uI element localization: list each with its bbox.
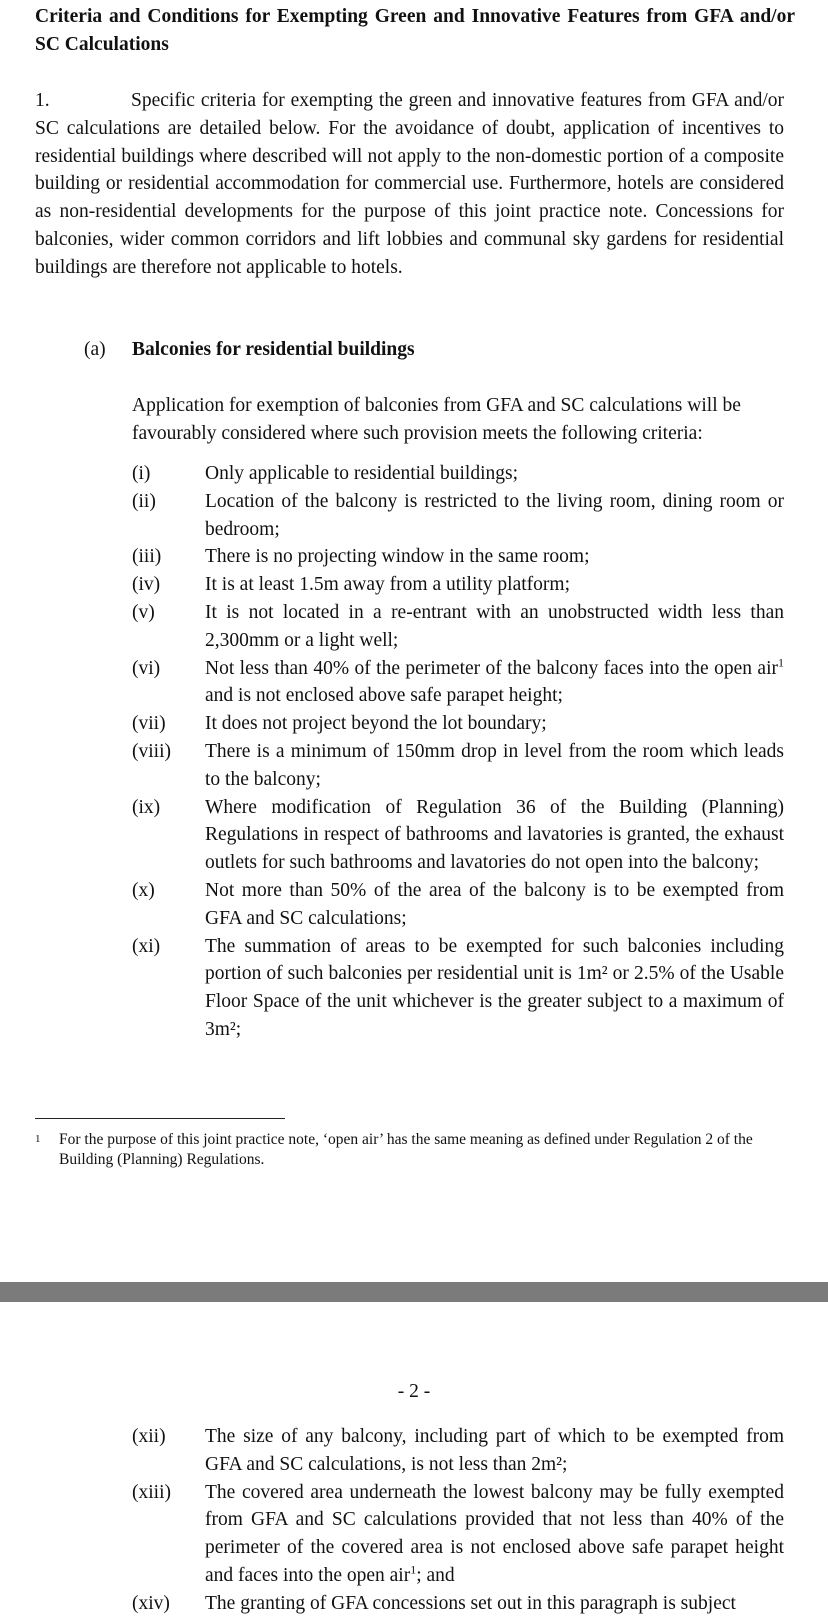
criterion-number: (ii) [132,490,156,512]
criterion-number: (xiv) [132,1592,170,1614]
criterion-text: The size of any balcony, including part of which to be exempted from GFA and SC calculations, is not less than 2m²; [205,1426,784,1475]
criterion-text-part: ; and [416,1564,455,1586]
criterion-text: The granting of GFA concessions set out in this paragraph is subject [205,1592,736,1614]
criterion-number: (iv) [132,574,161,596]
page-number: - 2 - [397,1381,431,1402]
footnote-text: For the purpose of this joint practice note, ‘open air’ has the same meaning as defined under Regulation 2 of the Building (Planning) Regulations. [59,1131,753,1168]
criterion-item [132,571,784,599]
criterion-text-part: The covered area underneath the lowest balcony may be fully exempted from GFA and SC calculations provided that not less than 40% of the perimeter of the covered area is not enclosed above safe parapet height and faces into the open air [205,1481,784,1586]
paragraph-1 [35,87,784,282]
paragraph-number: 1. [35,90,50,111]
criterion-text [205,1479,784,1590]
criterion-item [132,877,784,933]
criterion-number: (ix) [132,796,161,818]
criterion-text: Where modification of Regulation 36 of the Building (Planning) Regulations in respect of bathrooms and lavatories is granted, the exhaust outlets for such bathrooms and lavatories do not open into the balcony; [205,796,784,874]
criterion-item [132,543,784,571]
criteria-list-continued [132,1423,784,1618]
criterion-item [132,710,784,738]
criterion-text: There is no projecting window in the same room; [205,546,590,568]
criterion-text: The summation of areas to be exempted for such balconies including portion of such balconies per residential unit is 1m² or 2.5% of the Usable Floor Space of the unit whichever is the greater subject to a maximum of 3m²; [205,935,784,1040]
criterion-number: (x) [132,879,155,901]
footnote-mark: 1 [35,1133,41,1145]
criterion-item [132,1590,784,1618]
criterion-item [132,655,784,711]
criterion-number: (v) [132,601,155,623]
criterion-item [132,933,784,1044]
criterion-text [205,655,784,711]
section-label: (a) [84,339,106,360]
paragraph-text: Specific criteria for exempting the green and innovative features from GFA and/or SC calculations are detailed below. For the avoidance of doubt, application of incentives to residential buildings where described will not apply to the non-domestic portion of a composite building or residential accommodation for commercial use. Furthermore, hotels are considered as non-residential developments for the purpose of this joint practice note. Concessions for balconies, wider common corridors and lift lobbies and communal sky gardens for residential buildings are therefore not applicable to hotels. [35,90,784,278]
criterion-number: (xiii) [132,1481,171,1503]
criterion-item [132,460,784,488]
criterion-text: There is a minimum of 150mm drop in level from the room which leads to the balcony; [205,740,784,790]
criterion-text: Not more than 50% of the area of the balcony is to be exempted from GFA and SC calculations; [205,879,784,929]
criterion-number: (iii) [132,546,162,568]
criterion-item [132,599,784,655]
criterion-item [132,1479,784,1590]
criterion-text: It does not project beyond the lot boundary; [205,713,547,735]
page-separator [0,1282,828,1302]
criterion-number: (xii) [132,1426,166,1447]
criterion-text-part: Not less than 40% of the perimeter of the balcony faces into the open air [205,657,778,679]
criteria-list [132,460,784,1044]
criterion-text: Only applicable to residential buildings; [205,463,519,484]
criterion-item [132,794,784,877]
section-title: Balconies for residential buildings [132,339,415,360]
criterion-text: Location of the balcony is restricted to the living room, dining room or bedroom; [205,490,784,540]
criterion-item [132,1423,784,1479]
criterion-item [132,738,784,794]
criterion-number: (vi) [132,657,161,679]
footnote-reference: 1 [410,1562,417,1577]
section-intro: Application for exemption of balconies from GFA and SC calculations will be favourably considered where such provision meets the following criteria: [132,395,741,444]
criterion-text-part: and is not enclosed above safe parapet height; [205,685,563,707]
criterion-number: (xi) [132,935,161,957]
criterion-number: (i) [132,463,151,484]
criterion-number: (vii) [132,713,166,735]
criterion-number: (viii) [132,740,171,762]
document-heading: Criteria and Conditions for Exempting Green and Innovative Features from GFA and/or SC Calculations [35,6,795,55]
footnote-divider [35,1118,285,1119]
criterion-text: It is not located in a re-entrant with an unobstructed width less than 2,300mm or a light well; [205,601,784,651]
criterion-item [132,488,784,544]
criterion-text: It is at least 1.5m away from a utility platform; [205,574,570,596]
footnote-reference: 1 [778,655,784,670]
document-page-2 [0,1302,828,1620]
